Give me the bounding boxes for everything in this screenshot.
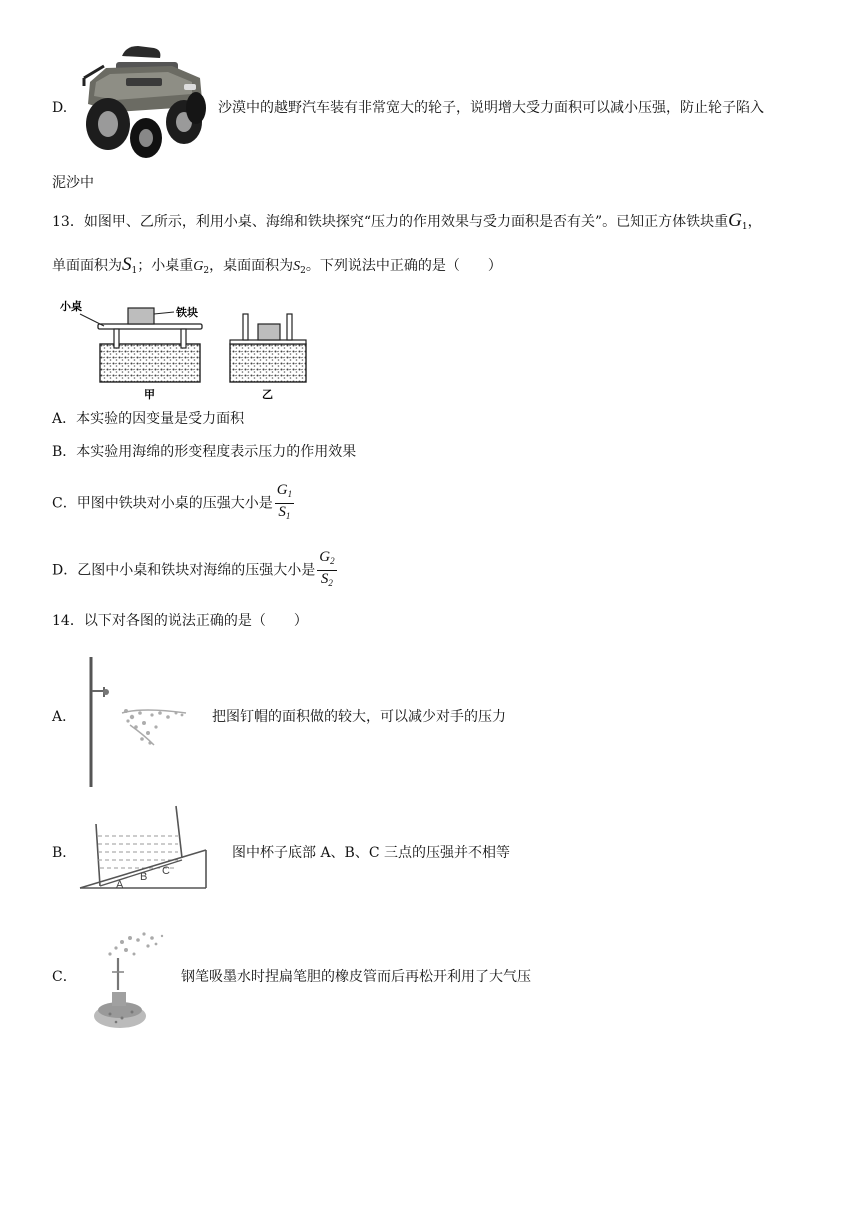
label-desk: 小桌 (60, 300, 82, 313)
fraction-g2-s2: $\frac{G_2}{S_2}$ (319, 549, 335, 588)
q13-stem-line-2: 单面面积为$S_1$；小桌重$G_2$，桌面面积为$S_2$。下列说法中正确的是（ ） (52, 254, 502, 276)
atv-image (76, 38, 212, 164)
label-iron: 铁块 (176, 306, 198, 319)
q13-option-c: C．甲图中铁块对小桌的压强大小是 $\frac{G_1}{S_1}$ (52, 482, 294, 525)
q14-option-c-letter: C． (52, 969, 77, 985)
label-jia: 甲 (144, 388, 155, 401)
point-a-label: A (116, 879, 124, 891)
q12-option-d-text: 沙漠中的越野汽车装有非常宽大的轮子，说明增大受力面积可以减小压强，防止轮子陷入 (218, 100, 764, 116)
q13-option-b: B．本实验用海绵的形变程度表示压力的作用效果 (52, 444, 357, 460)
q13-option-d: D．乙图中小桌和铁块对海绵的压强大小是 $\frac{G_2}{S_2}$ (52, 549, 337, 592)
q12-option-d-continued: 泥沙中 (52, 175, 94, 191)
label-yi: 乙 (262, 388, 273, 401)
thumbtack-image (82, 655, 208, 789)
q14-option-c-text: 钢笔吸墨水时捏扁笔胆的橡皮管而后再松开利用了大气压 (181, 969, 531, 985)
point-b-label: B (140, 871, 148, 883)
fountain-pen-ink-image (82, 924, 178, 1036)
q14-option-b-letter: B． (52, 845, 77, 861)
fraction-g1-s1: $\frac{G_1}{S_1}$ (276, 482, 293, 521)
desk-sponge-figure (58, 296, 318, 402)
point-c-label: C (162, 865, 170, 877)
q13-stem-line-1: 13．如图甲、乙所示，利用小桌、海绵和铁块探究“压力的作用效果与受力面积是否有关”。已知正方体铁块重$G_1$， (52, 210, 762, 232)
q14-option-a-letter: A． (52, 709, 77, 725)
q14-stem: 14．以下对各图的说法正确的是（ ） (52, 613, 308, 629)
q12-option-d-letter: D. (52, 100, 68, 116)
q13-option-a: A．本实验的因变量是受力面积 (52, 411, 245, 427)
q14-option-b-text: 图中杯子底部 A、B、C 三点的压强并不相等 (232, 845, 511, 861)
q14-option-a-text: 把图钉帽的面积做的较大，可以减少对手的压力 (212, 709, 506, 725)
cup-on-slope-image (78, 802, 212, 892)
